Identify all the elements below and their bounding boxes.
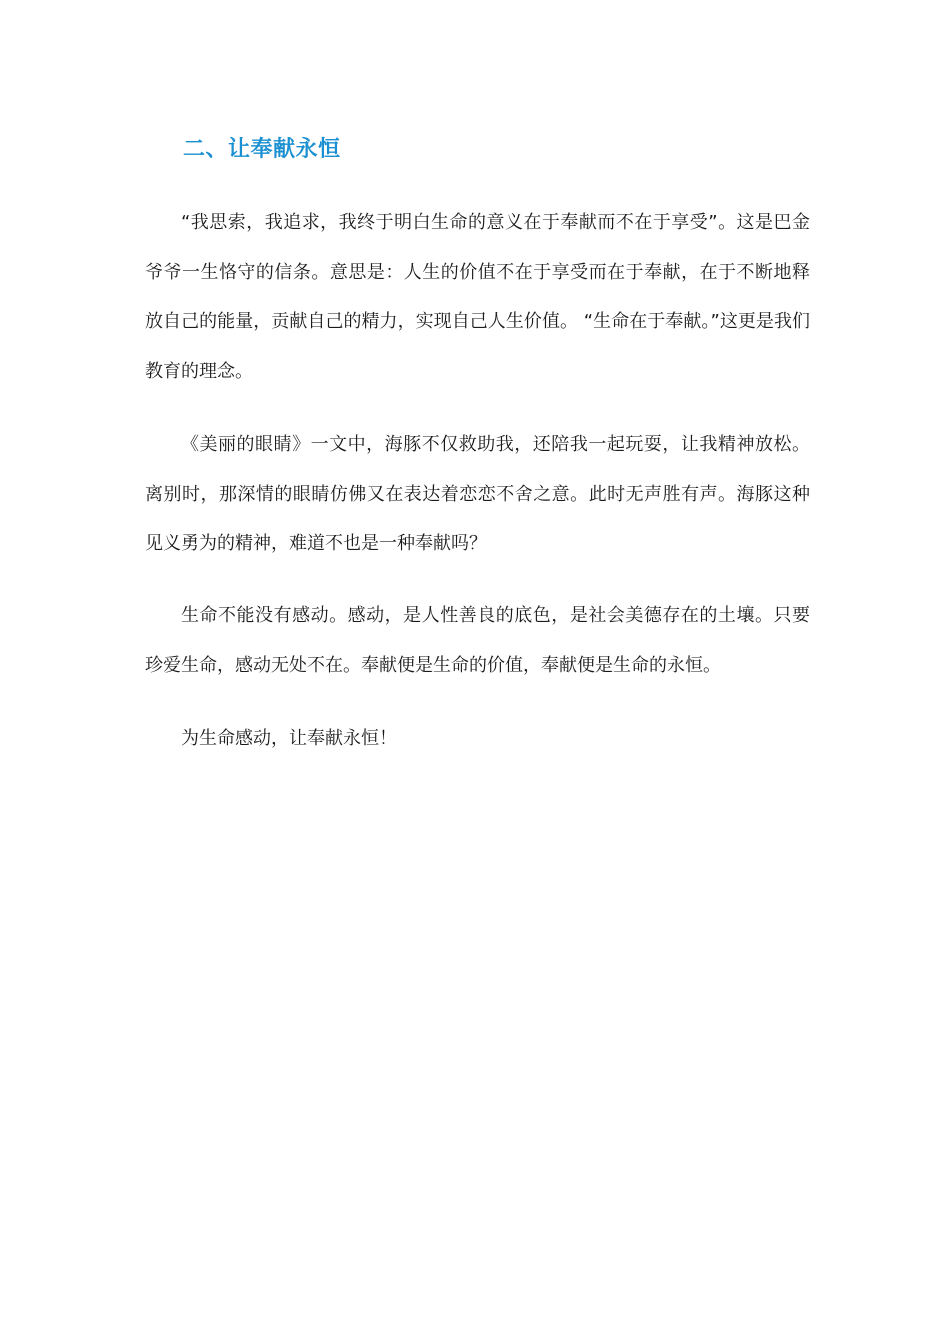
section-heading: 二、让奉献永恒 — [183, 137, 341, 162]
paragraph-closing: 为生命感动，让奉献永恒！ — [181, 728, 397, 749]
paragraph-life-moved: 生命不能没有感动。感动，是人性善良的底色，是社会美德存在的土壤。只要珍爱生命，感动无处不在。奉献便是生命的价值，奉献便是生命的永恒。 — [145, 605, 810, 676]
paragraph-bajin-quote: “我思索，我追求，我终于明白生命的意义在于奉献而不在于享受”。这是巴金爷爷一生恪守的信条。意思是：人生的价值不在于享受而在于奉献，在于不断地释放自己的能量，贡献自己的精力，实现自己人生价值。 “生命在于奉献。”这更是我们教育的理念。 — [145, 212, 810, 382]
paragraph-beautiful-eyes: 《美丽的眼睛》一文中，海豚不仅救助我，还陪我一起玩耍，让我精神放松。离别时，那深情的眼睛仿佛又在表达着恋恋不舍之意。此时无声胜有声。海豚这种见义勇为的精神，难道不也是一种奉献吗？ — [145, 434, 810, 554]
